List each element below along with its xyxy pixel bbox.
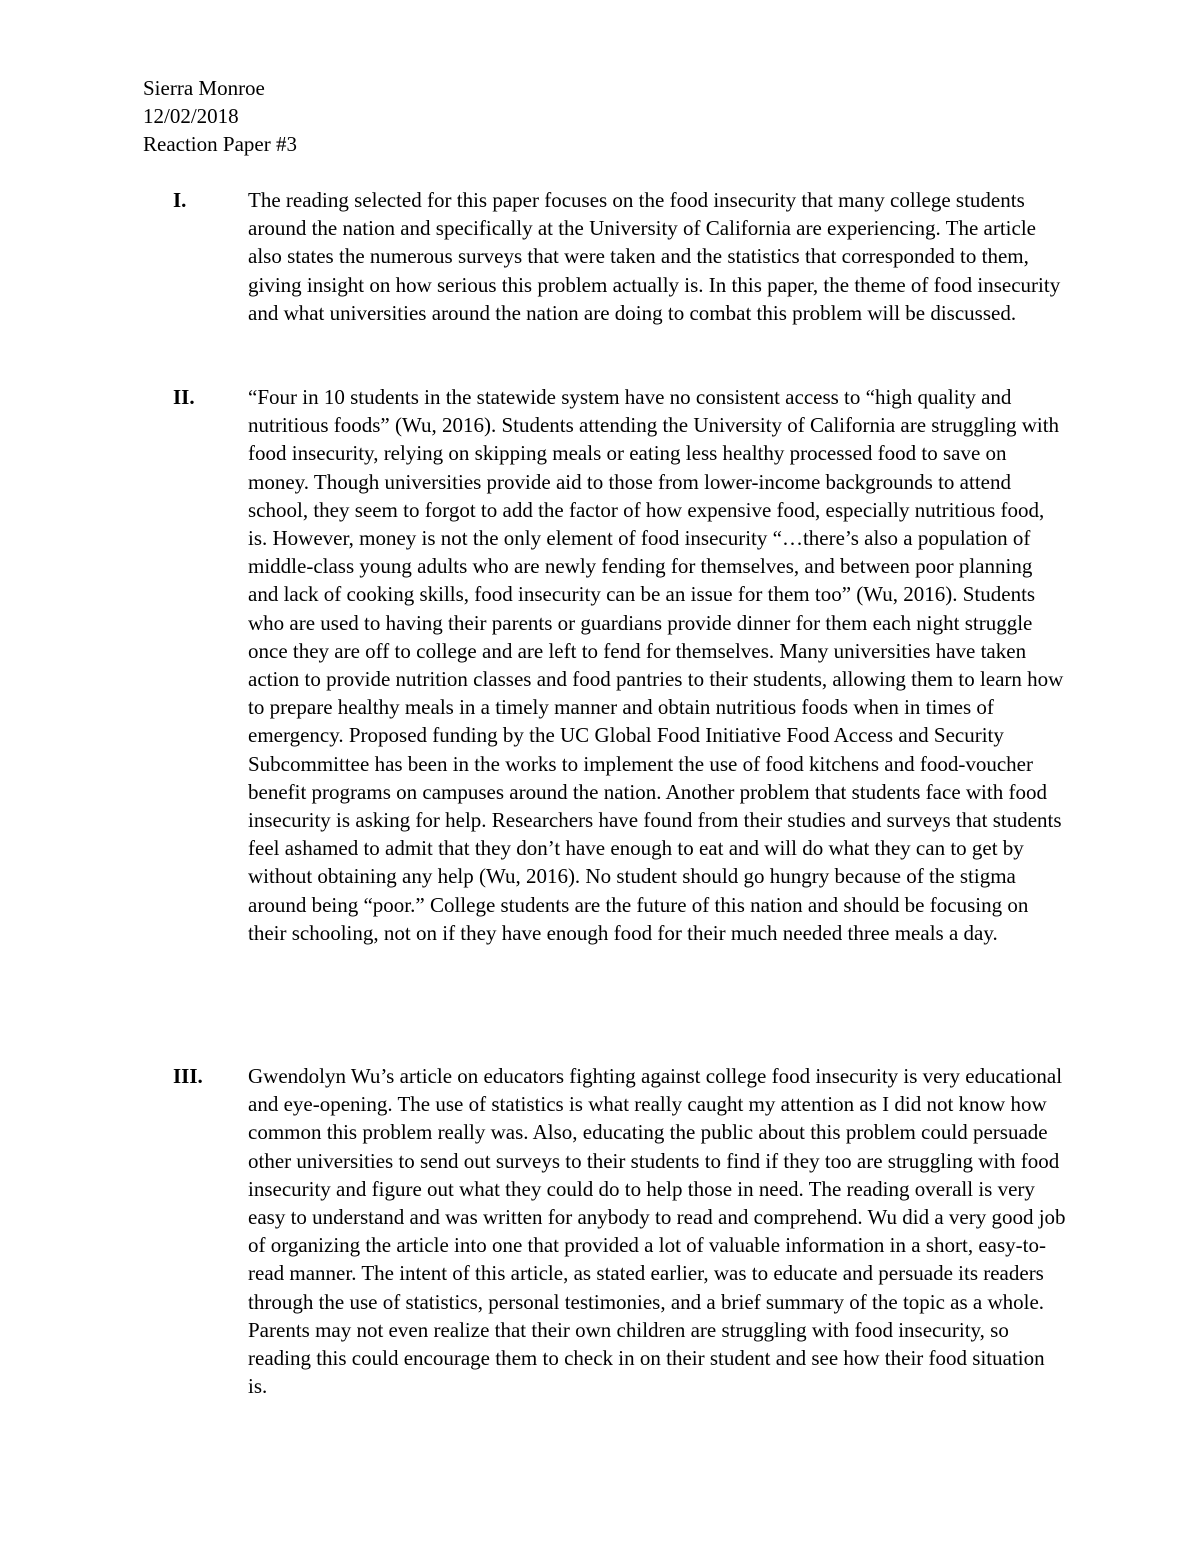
section-numeral: II.: [173, 385, 195, 409]
author-name: Sierra Monroe: [143, 76, 265, 100]
document-header: [143, 74, 297, 158]
section-paragraph: “Four in 10 students in the statewide system have no consistent access to “high quality and nutritious foods” (Wu, 2016). Students attending the University of California are struggling with food insecurity, relying on skipping meals or eating less healthy processed food to save on money. Though universities provide aid to those from lower-income backgrounds to attend school, they seem to forgot to add the factor of how expensive food, especially nutritious food, is. However, money is not the only element of food insecurity “…there’s also a population of middle-class young adults who are newly fending for themselves, and between poor planning and lack of cooking skills, food insecurity can be an issue for them too” (Wu, 2016). Students who are used to having their parents or guardians provide dinner for them each night struggle once they are off to college and are left to fend for themselves. Many universities have taken action to provide nutrition classes and food pantries to their students, allowing them to learn how to prepare healthy meals in a timely manner and obtain nutritious foods when in times of emergency. Proposed funding by the UC Global Food Initiative Food Access and Security Subcommittee has been in the works to implement the use of food kitchens and food-voucher benefit programs on campuses around the nation. Another problem that students face with food insecurity is asking for help. Researchers have found from their studies and surveys that students feel ashamed to admit that they don’t have enough to eat and will do what they can to get by without obtaining any help (Wu, 2016). No student should go hungry because of the stigma around being “poor.” College students are the future of this nation and should be focusing on their schooling, not on if they have enough food for their much needed three meals a day.: [248, 385, 1064, 945]
section-paragraph: The reading selected for this paper focuses on the food insecurity that many college students around the nation and specifically at the University of California are experiencing. The article also states the numerous surveys that were taken and the statistics that corresponded to them, giving insight on how serious this problem actually is. In this paper, the theme of food insecurity and what universities around the nation are doing to combat this problem will be discussed.: [248, 188, 1061, 325]
document-date: 12/02/2018: [143, 104, 239, 128]
document-title: Reaction Paper #3: [143, 132, 297, 156]
section-numeral: III.: [173, 1064, 203, 1088]
section-numeral: I.: [173, 188, 187, 212]
section-paragraph: Gwendolyn Wu’s article on educators fighting against college food insecurity is very educational and eye-opening. The use of statistics is what really caught my attention as I did not know how common this problem really was. Also, educating the public about this problem could persuade other universities to send out surveys to their students to find if they too are struggling with food insecurity and figure out what they could do to help those in need. The reading overall is very easy to understand and was written for anybody to read and comprehend. Wu did a very good job of organizing the article into one that provided a lot of valuable information in a short, easy-to-read manner. The intent of this article, as stated earlier, was to educate and persuade its readers through the use of statistics, personal testimonies, and a brief summary of the topic as a whole. Parents may not even realize that their own children are struggling with food insecurity, so reading this could encourage them to check in on their student and see how their food situation is.: [248, 1064, 1066, 1399]
